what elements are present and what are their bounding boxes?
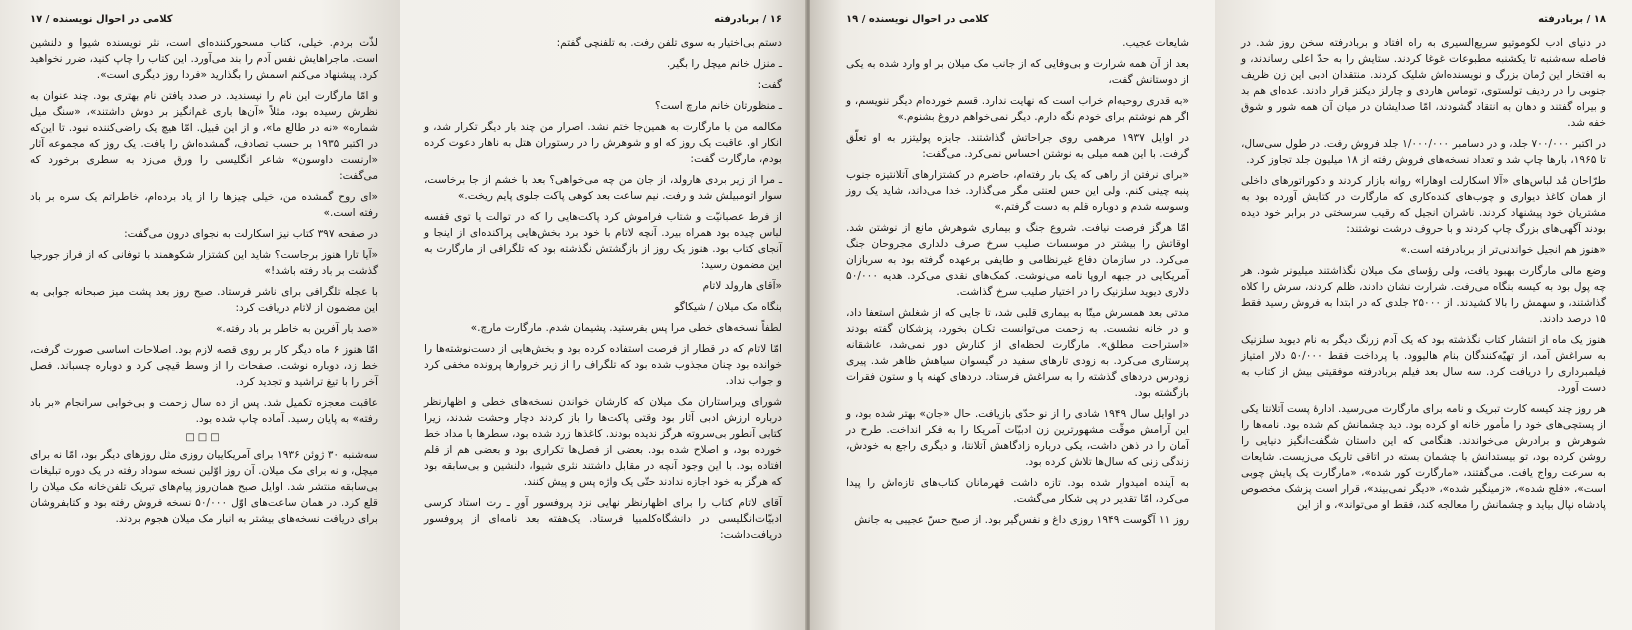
paragraph: در دنیای ادب لکوموتیو سریع‌السیری به راه افتاد و بربادرفته سخن روز شد. در فاصله سه‌شنبه تا یکشنبه مطبوعات غوغا کردند. ستایش را به حدّ اعلی رساندند، و به افتخار این رُمان بزرگ و نویسنده‌اش شلیک کردند. منتقدان ادبی این زن ظریف جنوبی را در ردیف تولستوی، توماس هاردی و چارلز دیکنز قرار دادند. عده‌ای هم بد و بیراه گفتند و دهان به انتقاد گشودند، امّا صدایشان در میان آن همه شور و شوق خفه شد. xyxy=(1241,37,1606,129)
page-header: کلامی در احوال نویسنده / ۱۹ xyxy=(846,14,989,25)
paragraph: سه‌شنبه ۳۰ ژوئن ۱۹۳۶ برای آمریکاییان روزی مثل روزهای دیگر بود، امّا نه برای میچل، و نه برای مک میلان. آن روز اوّلین نسخه سوداد رفته در یک دوره تبلیغات بی‌سابقه منتشر شد. اوایل صبح همان‌روز پیام‌های تبریک تلفن‌خانه مک میلان را قلع کرد. در همان ساعت‌های اوّل ۵۰/۰۰۰ نسخه فروش رفته بود و کتابفروشان برای دریافت نسخه‌های بیشتر به انبار مک میلان هجوم بردند. xyxy=(30,449,378,525)
paragraph: گفت: xyxy=(757,79,782,91)
paragraph: در اکتبر ۷۰۰/۰۰۰ جلد، و در دسامبر ۱/۰۰۰/۰۰۰ جلد فروش رفت. در طول سی‌سال، تا ۱۹۶۵، بارها چاپ شد و تعداد نسخه‌های فروش رفته از ۱۸ میلیون جلد تجاوز کرد. xyxy=(1241,138,1607,166)
paragraph: «ای روح گمشده من، خیلی چیزها را از یاد برده‌ام، خاطراتم یک سره بر باد رفته است.» xyxy=(30,191,378,219)
paragraph: وضع مالی مارگارت بهبود یافت، ولی رؤسای مک میلان نگذاشتند میلیونر شود. هر چه پول بود به کیسه بنگاه می‌رفت. شرارت نشان دادند، ظلم کردند، سرش را کلاه گذاشتند، و سهمش را بالا کشیدند. از ۲۵۰۰۰ جلدی که در ابتدا به فروش رسید فقط ۱۵ درصد دادند. xyxy=(1241,265,1606,325)
page-header: ۱۶ / بربادرفته xyxy=(714,14,782,25)
paragraph: ـ منظورتان خانم مارچ است؟ xyxy=(654,100,782,112)
paragraph: در اوایل سال ۱۹۴۹ شادی را از نو حدّی بازیافت. حال «جان» بهتر شده بود، و این آرامش موقّت مشهورترین زن ادبیّات آمریکا را به فکر انداخت. طرح در آمان را در ذهن داشت، یکی درباره زادگاهش آتلانتا، و دیگری راجع به خودش، زندگی زنی که سال‌ها تلاش کرده بود. xyxy=(846,408,1189,468)
paragraph: «به قدری روحیه‌ام خراب است که نهایت ندارد. قسم خورده‌ام دیگر ننویسم، و اگر هم نوشتم برای خودم نگه دارم. دیگر نمی‌خواهم دروغ بشنوم.» xyxy=(846,95,1189,123)
paragraph: شورای ویراستاران مک میلان که کارشان خواندن نسخه‌های خطی و اظهارنظر درباره ارزش ادبی آثار بود وقتی پاکت‌ها را باز کردند دچار وحشت شدند، زیرا کتابی آنطور بی‌سروته هرگز ندیده بودند. کاغذها زرد شده بود، سطرها با مداد خط خورده بود، و اصلاح شده بود. بعضی از فصل‌ها تکراری بود و بعضی هم از قلم افتاده بود. با این وجود آنچه در مقابل داشتند نثری شیوا، دلنشین و بی‌سابقه بود که هرگز به خود اجازه ندادند حتّی یک واژه پس و پیش کنند. xyxy=(424,396,782,488)
paragraph: با عجله تلگرافی برای ناشر فرستاد. صبح روز بعد پشت میز صبحانه جوابی به این مضمون از لاتام دریافت کرد: xyxy=(30,286,378,314)
paragraph: دستم بی‌اختیار به سوی تلفن رفت. به تلفنچی گفتم: xyxy=(556,37,782,49)
paragraph: لطفاً نسخه‌های خطی مرا پس بفرستید. پشیمان شدم. مارگارت مارچ.» xyxy=(470,322,782,334)
paragraph: «آقای هارولد لاتام xyxy=(702,280,782,292)
paragraph: لذّت بردم. خیلی، کتاب مسحورکننده‌ای است، نثر نویسنده شیوا و دلنشین است. ماجراهایش نفس آدم را بند می‌آورد. این کتاب را چاپ کنید، ضرر نخواهید کرد. پیشنهاد می‌کنم اسمش را بگذارید «فردا روز دیگری است». xyxy=(30,37,378,81)
paragraph: عاقبت معجزه تکمیل شد. پس از ده سال زحمت و بی‌خوابی سرانجام «بر باد رفته» به پایان رسید. آماده چاپ شده بود. xyxy=(30,397,378,425)
paragraph: ـ منزل خانم میچل را بگیر. xyxy=(666,58,782,70)
paragraph: امّا هنوز ۶ ماه دیگر کار بر روی قصه لازم بود. اصلاحات اساسی صورت گرفت، خط زد، دوباره نوشت. صفحات را از وسط قیچی کرد و دوباره چسباند. فصل آخر را با تیغ تراشید و تجدید کرد. xyxy=(30,344,379,388)
section-separator: □□□ xyxy=(185,432,223,443)
page-16 xyxy=(400,0,810,630)
paragraph: به آینده امیدوار شده بود. تازه داشت قهرمانان کتاب‌های تازه‌اش را پیدا می‌کرد، امّا تقدیر در پی شکار می‌گشت. xyxy=(846,477,1189,505)
paragraph: در اوایل ۱۹۳۷ مرهمی روی جراحاتش گذاشتند. جایزه پولیتزر به او تعلّق گرفت. با این همه میلی به نوشتن احساس نمی‌کرد. می‌گفت: xyxy=(846,132,1189,160)
page-17 xyxy=(0,0,400,630)
paragraph: «هنوز هم انجیل خواندنی‌تر از بربادرفته است.» xyxy=(1400,244,1606,256)
paragraph: بعد از آن همه شرارت و بی‌وفایی که از جانب مک میلان بر او وارد شده به یکی از دوستانش گفت، xyxy=(846,58,1189,86)
page-19 xyxy=(810,0,1215,630)
page-header: کلامی در احوال نویسنده / ۱۷ xyxy=(30,14,173,25)
paragraph: روز ۱۱ آگوست ۱۹۴۹ روزی داغ و نفس‌گیر بود. از صبح حسّ عجیبی به جانش xyxy=(854,514,1189,526)
paragraph: مکالمه من با مارگارت به همین‌جا ختم نشد. اصرار من چند بار دیگر تکرار شد، و انکار او. عاقبت یک روز که او و شوهرش را در رستوران هتل به ناهار دعوت کرده بودم، مارگارت گفت: xyxy=(424,121,782,165)
paragraph: هنوز یک ماه از انتشار کتاب نگذشته بود که یک آدم زرنگ دیگر به نام دیوید سلزنیک به سراغش آمد، از تهیّه‌کنندگان بنام هالیوود. با پرداخت فقط ۵۰/۰۰۰ دلار امتیاز فیلمبرداری را دریافت کرد. سه سال بعد فیلم بربادرفته موفقیتی بیش از کتاب به دست آورد. xyxy=(1241,334,1606,394)
paragraph: «برای نرفتن از راهی که یک بار رفته‌ام، حاضرم در کشتزارهای آتلانتیزه جنوب پنبه چینی کنم. ولی این حس لعنتی مگر می‌گذارد. خدا می‌داند، شاید یک روز وسوسه شدم و دوباره قلم به دست گرفتم.» xyxy=(846,169,1189,213)
paragraph: «صد بار آفرین به خاطر بر باد رفته.» xyxy=(215,323,378,335)
paragraph: ـ مرا از زیر بردی هارولد، از جان من چه می‌خواهی؟ بعد با خشم از جا برخاست، سوار اتومبیلش شد و رفت. نیم ساعت بعد کوهی پاکت جلوی پایم ریخت.» xyxy=(424,174,782,202)
paragraph: امّا لاتام که در قطار از فرصت استفاده کرده بود و بخش‌هایی از دست‌نوشته‌ها را خوانده بود چنان مجذوب شده بود که تلگراف را از زیر خروارها پرونده مخفی کرد و جواب نداد. xyxy=(424,343,782,387)
paragraph: آقای لاتام کتاب را برای اظهارنظر نهایی نزد پروفسور آورِ ـ رت استاد کرسی ادبیّات‌انگلیسی در دانشگاه‌کلمبیا فرستاد. یک‌هفته بعد نامه‌ای از پروفسور دریافت‌داشت: xyxy=(424,497,782,541)
paragraph: «آیا تارا هنوز برجاست؟ شاید این کشتزار شکوهمند با توفانی که از فراز جورجیا گذشت بر باد رفته باشد!» xyxy=(30,249,378,277)
paragraph: هر روز چند کیسه کارت تبریک و نامه برای مارگارت می‌رسید. ادارهٔ پست آتلانتا یکی از پستچی‌های خود را مأمور خانه او کرده بود. دید چشمانش کم شده بود. نامه‌ها را شوهرش و برادرش می‌خواندند. هنگامی که این داستان شگفت‌انگیز دنیایی را روشن کرده بود، تو بیستدانش با چشمان بسته در اتاقی تاریک می‌زیست. شایعات به سرعت رواج یافت. می‌گفتند، «مارگارت کور شده»، «مارگارت یک پایش چوبی است»، «فلج شده»، «زمینگیر شده»، «دیگر نمی‌بیند»، قرار است پزشک مخصوص پادشاه نپال بیاید و چشمانش را معالجه کند، فقط او می‌تواند»، و از این xyxy=(1241,403,1606,511)
page-header: ۱۸ / بربادرفته xyxy=(1538,14,1606,25)
paragraph: و امّا مارگارت این نام را نپسندید. در صدد یافتن نام بهتری بود. چند عنوان به نظرش رسیده بود، مثلاً «آن‌ها باری غم‌انگیز بر دوش داشتند»، «سنگ میل شماره» «نه در طالع ما»، و از این قبیل. امّا هیچ یک راضی‌کننده نبود. تا این‌که در اکتبر ۱۹۳۵ بر حسب تصادف، گمشده‌اش را یافت. یک روز که مجموعه آثار «ارنست داوسون» شاعر انگلیسی را ورق می‌زد به سطری برخورد که می‌گفت: xyxy=(30,90,378,182)
paragraph: امّا هرگز فرصت نیافت. شروع جنگ و بیماری شوهرش مانع از نوشتن شد. اوقاتش را بیشتر در موسسات صلیب سرخ صرف دلداری مجروحان جنگ می‌کرد. در سازمان دفاع غیرنظامی و طایفی برعهده گرفته بود به سربازان آمریکایی در جبهه اروپا نامه می‌نوشت. کمک‌های نقدی می‌کرد. هدیه ۵۰/۰۰۰ دلاری دیوید سلزنیک را در اختیار صلیب سرخ گذاشت. xyxy=(846,222,1189,298)
page-18 xyxy=(1215,0,1632,630)
paragraph: در صفحه ۳۹۷ کتاب نیز اسکارلت به نجوای درون می‌گفت: xyxy=(124,228,378,240)
paragraph: بنگاه مک میلان / شیکاگو xyxy=(674,301,782,313)
paragraph: طرّاحان مُد لباس‌های «آلا اسکارلت اوهارا» روانه بازار کردند و دکوراتورهای داخلی از همان کاغذ دیواری و چوب‌های کنده‌کاری که مارگارت در کتابش آورده بود به مشتریان خود پیشنهاد کردند. ناشران انجیل که رقیب سرسختی در برابر خود دیده بودند آگهی‌های بزرگ چاپ کردند و با حروف درشت نوشتند: xyxy=(1241,175,1606,235)
paragraph: مدتی بعد همسرش میتّا به بیماری قلبی شد، تا جایی که از شغلش استعفا داد، و در خانه نشست. به زحمت می‌توانست تکـان بخورد، پزشکان گفته بودند «استراحت مطلق». مارگارت لحظه‌ای از کنارش دور نمی‌شد، عاشقانه پرستاری می‌کرد. به زودی تارهای سفید در گیسوان سیاهش ظاهر شد. پیری زودرس دردهای گذشته را به سراغش فرستاد. دردهای کهنه پا و ستون فقرات بازگشته بود. xyxy=(846,307,1189,399)
paragraph: از فرط عصبانیّت و شتاب فراموش کرد پاکت‌هایی را که در توالت یا توی قفسه لباس چیده بود همراه بیرد. آنچه لاتام با خود برد بخش‌هایی پراکنده‌ای از اینجا و آنجای کتاب بود. هنوز یک روز از بازگشتش نگذشته بود که تلگرافی از مارگارت به این مضمون رسید: xyxy=(424,211,782,271)
paragraph: شایعات عجیب. xyxy=(1122,37,1189,49)
